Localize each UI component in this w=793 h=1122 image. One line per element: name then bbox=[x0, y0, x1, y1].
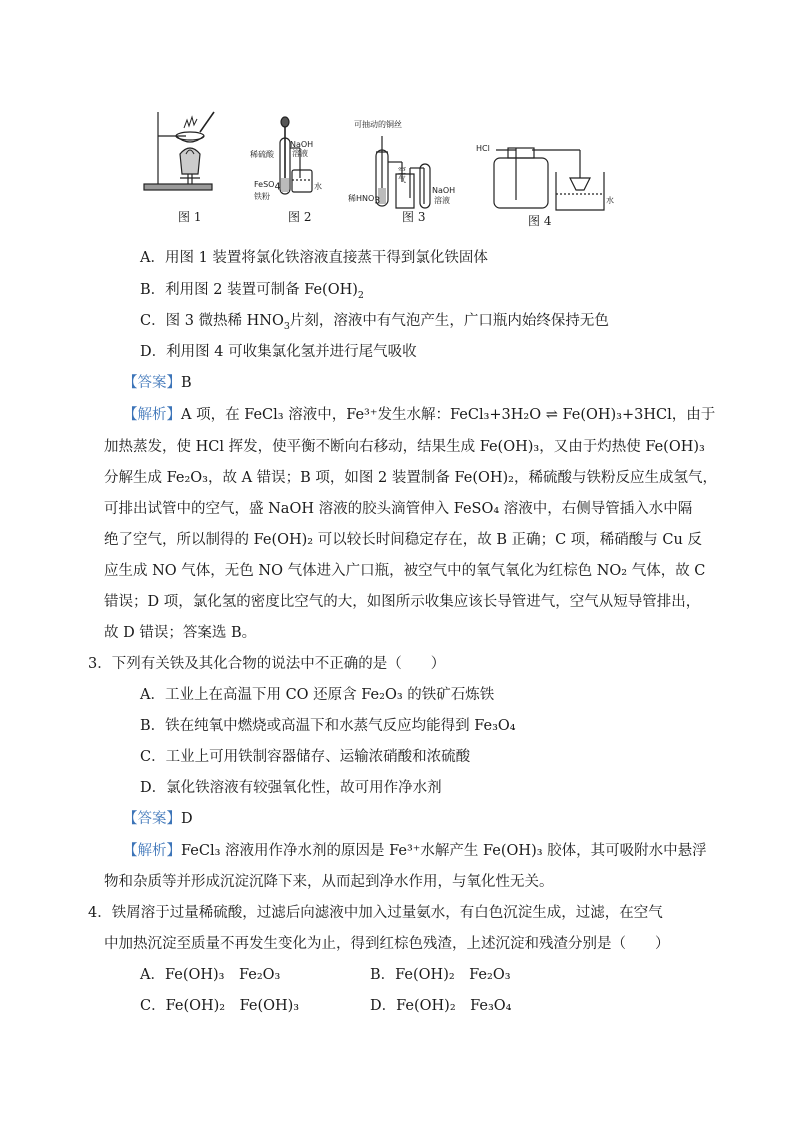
fig3-caption: 图 3 bbox=[402, 210, 426, 224]
q2-analysis-line-1: 【解析】A 项，在 FeCl₃ 溶液中，Fe³⁺发生水解：FeCl₃+3H₂O ⇌ Fe(OH)₃+3HCl，由于 bbox=[123, 407, 716, 423]
q2-analysis-line-2: 加热蒸发，使 HCl 挥发，使平衡不断向右移动，结果生成 Fe(OH)₃，又由于灼热使 Fe(OH)₃ bbox=[104, 439, 705, 455]
q4-option-b: B．Fe(OH)₂ Fe₂O₃ bbox=[370, 967, 511, 983]
fig1-evaporation-apparatus bbox=[144, 112, 214, 190]
q3-option-b: B．铁在纯氧中燃烧或高温下和水蒸气反应均能得到 Fe₃O₄ bbox=[140, 718, 516, 734]
fig4-caption: 图 4 bbox=[528, 214, 552, 228]
q3-option-a: A．工业上在高温下用 CO 还原含 Fe₂O₃ 的铁矿石炼铁 bbox=[140, 687, 495, 703]
apparatus-figures bbox=[140, 108, 614, 228]
analysis-tag: 【解析】 bbox=[123, 407, 181, 423]
fig2-solution-label: 溶液 bbox=[292, 149, 308, 158]
fig1-caption: 图 1 bbox=[178, 210, 202, 224]
q3-answer: 【答案】D bbox=[123, 811, 193, 827]
fig3-wire-label: 可抽动的铜丝 bbox=[354, 120, 402, 129]
answer-tag: 【答案】 bbox=[123, 811, 181, 827]
q2-analysis-line-8: 故 D 错误；答案选 B。 bbox=[104, 625, 257, 641]
q2-option-d: D．利用图 4 可收集氯化氢并进行尾气吸收 bbox=[140, 344, 417, 360]
fig2-naoh-label: NaOH bbox=[290, 140, 314, 149]
fig4-hcl-label: HCl bbox=[476, 144, 490, 153]
fig2-caption: 图 2 bbox=[288, 210, 312, 224]
q4-stem-line-1: 4．铁屑溶于过量稀硫酸，过滤后向滤液中加入过量氨水，有白色沉淀生成，过滤，在空气 bbox=[88, 905, 663, 921]
q3-option-c: C．工业上可用铁制容器储存、运输浓硝酸和浓硫酸 bbox=[140, 749, 471, 765]
fig3-naoh-label: NaOH bbox=[432, 186, 456, 195]
fig2-feso4-label: FeSO$_4$ bbox=[254, 180, 281, 193]
fig4-water-label: 水 bbox=[606, 196, 614, 205]
q2-answer: 【答案】B bbox=[123, 375, 192, 391]
q2-analysis-line-3: 分解生成 Fe₂O₃，故 A 错误；B 项，如图 2 装置制备 Fe(OH)₂，稀硫酸与铁粉反应生成氢气， bbox=[104, 470, 717, 486]
q3-option-d: D．氯化铁溶液有较强氧化性，故可用作净水剂 bbox=[140, 780, 442, 796]
fig3-hno3-label: 稀$HNO_3$ bbox=[348, 194, 381, 207]
q3-analysis-line-2: 物和杂质等并形成沉淀沉降下来，从而起到净水作用，与氧化性无关。 bbox=[104, 874, 554, 890]
q2-analysis-line-4: 可排出试管中的空气，盛 NaOH 溶液的胶头滴管伸入 FeSO₄ 溶液中，右侧导管插入水中隔 bbox=[104, 501, 693, 517]
q2-analysis-line-5: 绝了空气，所以制得的 Fe(OH)₂ 可以较长时间稳定存在，故 B 正确；C 项，稀硝酸与 Cu 反 bbox=[104, 532, 702, 548]
fig2-water-label: 水 bbox=[314, 182, 322, 191]
analysis-tag: 【解析】 bbox=[123, 843, 181, 859]
q3-analysis-line-1: 【解析】FeCl₃ 溶液用作净水剂的原因是 Fe³⁺水解产生 Fe(OH)₃ 胶体，其可吸附水中悬浮 bbox=[123, 843, 707, 859]
q2-analysis-line-6: 应生成 NO 气体，无色 NO 气体进入广口瓶，被空气中的氧气氧化为红棕色 NO₂ 气体，故 C bbox=[104, 563, 706, 579]
q4-option-a: A．Fe(OH)₃ Fe₂O₃ bbox=[140, 967, 281, 983]
fig2-iron-powder-label: 铁粉 bbox=[254, 192, 270, 201]
q2-analysis-line-7: 错误；D 项，氯化氢的密度比空气的大，如图所示收集应该长导管进气，空气从短导管排出， bbox=[104, 594, 701, 610]
q2-option-a: A．用图 1 装置将氯化铁溶液直接蒸干得到氯化铁固体 bbox=[140, 250, 488, 266]
q2-option-b: B．利用图 2 装置可制备 $Fe(OH)_2$ bbox=[140, 282, 364, 301]
q2-option-c: C．图 3 微热稀 $HNO_3$片刻，溶液中有气泡产生，广口瓶内始终保持无色 bbox=[140, 313, 609, 332]
fig3-solution-label: 溶液 bbox=[434, 196, 450, 205]
q3-stem: 3．下列有关铁及其化合物的说法中不正确的是（ ） bbox=[88, 656, 446, 672]
q4-option-c: C．Fe(OH)₂ Fe(OH)₃ bbox=[140, 998, 300, 1014]
q4-stem-line-2: 中加热沉淀至质量不再发生变化为止，得到红棕色残渣，上述沉淀和残渣分别是（ ） bbox=[104, 936, 670, 952]
fig4-hcl-collection-apparatus bbox=[494, 148, 604, 210]
answer-tag: 【答案】 bbox=[123, 375, 181, 391]
fig2-acid-label: 稀硫酸 bbox=[250, 150, 274, 159]
fig3-air-label: 空气 bbox=[398, 166, 406, 184]
q4-option-d: D．Fe(OH)₂ Fe₃O₄ bbox=[370, 998, 512, 1014]
